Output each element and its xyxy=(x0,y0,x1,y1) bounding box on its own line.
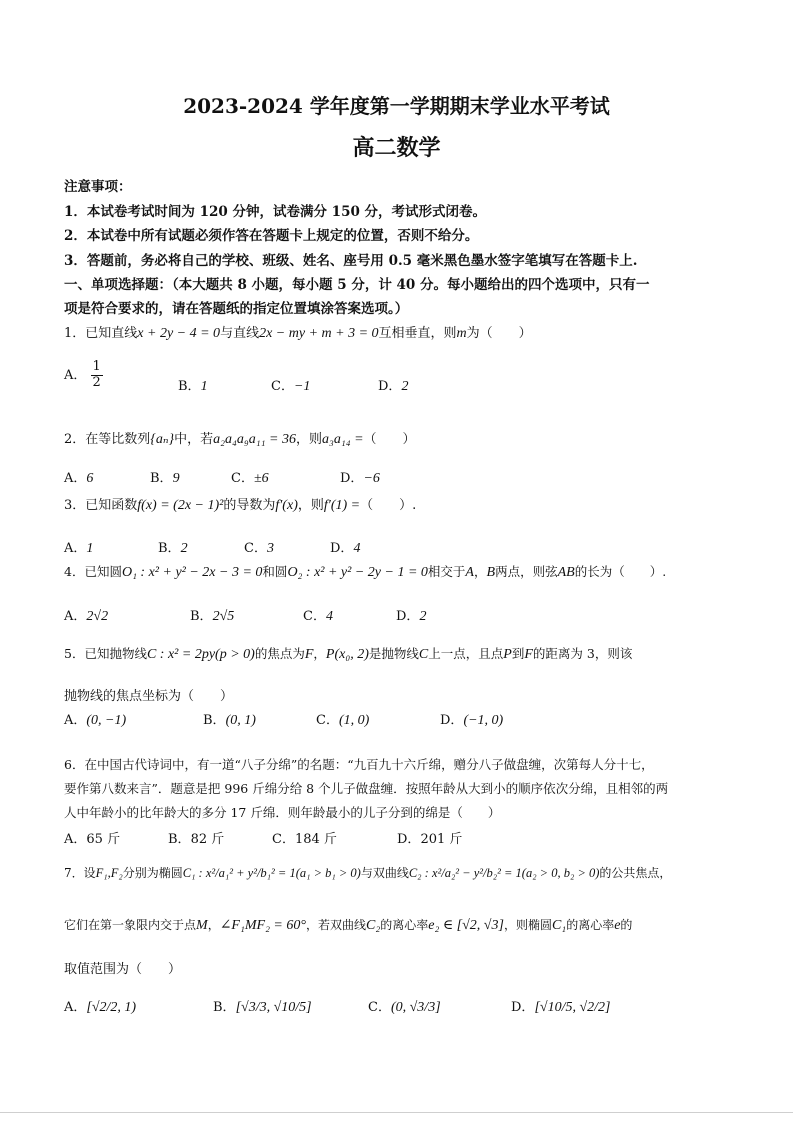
question-6-stem-line-1: 6．在中国古代诗词中，有一道“八子分绵”的名题：“九百九十六斤绵，赠分八子做盘缠，次第每人分十七， xyxy=(64,757,654,772)
question-5-option-a[interactable] xyxy=(64,709,126,729)
question-7-option-d[interactable] xyxy=(511,996,610,1016)
text-segment: 2 xyxy=(92,374,101,390)
text-segment: M xyxy=(196,918,208,933)
text-segment: B． xyxy=(158,541,181,556)
text-segment: C． xyxy=(272,832,295,847)
notice-item-2: 2．本试卷中所有试题必须作答在答题卡上规定的位置，否则不给分。 xyxy=(64,228,479,244)
text-segment: F xyxy=(524,647,533,662)
question-1-option-c[interactable] xyxy=(271,375,310,395)
text-segment: C : x² = 2py(p > 0) xyxy=(146,647,255,662)
question-1-option-a[interactable] xyxy=(64,360,103,391)
text-segment: A． xyxy=(64,471,87,486)
question-3-stem xyxy=(64,494,744,514)
text-segment: B． xyxy=(190,609,213,624)
question-6-option-c[interactable] xyxy=(272,828,337,847)
text-segment: 是抛物线 xyxy=(368,646,419,661)
text-segment: 1 xyxy=(92,359,101,374)
text-segment: 的距离为 3，则该 xyxy=(532,646,633,661)
text-segment: 5．已知抛物线 xyxy=(64,646,147,661)
text-segment: C₂ xyxy=(366,918,381,933)
text-segment: O₁ : x² + y² − 2x − 3 = 0 xyxy=(121,565,263,580)
question-5-option-c[interactable] xyxy=(316,709,369,729)
question-7-option-b[interactable] xyxy=(213,996,312,1016)
text-segment: C₁ : x²/a₁² + y²/b₁² = 1(a₁ > b₁ > 0) xyxy=(182,866,361,880)
text-segment: 两点，则弦 xyxy=(495,564,558,579)
question-6-option-b[interactable] xyxy=(168,828,224,847)
text-segment: 1．已知直线 xyxy=(64,326,138,341)
question-6-stem-line-3: 人中年龄小的比年龄大的多分 17 斤绵．则年龄最小的儿子分到的绵是（ ） xyxy=(64,805,501,820)
text-segment: ， xyxy=(473,564,487,579)
question-2-stem xyxy=(64,428,744,448)
text-segment: 1 xyxy=(86,541,94,556)
text-segment: D． xyxy=(397,832,421,847)
question-4-stem xyxy=(64,562,744,581)
text-segment: 82 斤 xyxy=(190,832,225,847)
text-segment: 上一点，且点 xyxy=(428,646,504,661)
text-segment: f(x) = (2x − 1)² xyxy=(137,498,224,513)
question-6-option-a[interactable] xyxy=(64,828,120,847)
text-segment: f′(x) xyxy=(275,498,298,513)
question-5-stem-line-2: 抛物线的焦点坐标为（ ） xyxy=(64,689,234,704)
section-heading-line-2: 项是符合要求的，请在答题纸的指定位置填涂答案选项。） xyxy=(64,301,409,317)
question-7-stem xyxy=(64,864,744,881)
text-segment: e xyxy=(614,918,621,933)
question-7-stem-line-2 xyxy=(64,916,744,934)
text-segment: a₂a₄a₉a₁₁ = 36 xyxy=(213,432,296,447)
question-4-option-d[interactable] xyxy=(396,605,426,625)
exam-title: 2023-2024 学年度第一学期期末学业水平考试 xyxy=(183,94,610,118)
text-segment: ，则椭圆 xyxy=(503,918,552,932)
text-segment: a₃a₁₄ = xyxy=(321,432,364,447)
text-segment: ， xyxy=(207,918,220,932)
text-segment: 的导数为 xyxy=(223,498,276,513)
text-segment: A． xyxy=(64,609,87,624)
text-segment: ，则 xyxy=(295,432,322,447)
question-1-option-d[interactable] xyxy=(378,375,408,395)
text-segment: 与直线 xyxy=(220,326,260,341)
text-segment: D． xyxy=(511,1000,535,1015)
text-segment: e₂ ∈ [√2, √3] xyxy=(428,918,504,933)
text-segment: 为（ ） xyxy=(466,326,532,341)
text-segment: 互相垂直，则 xyxy=(378,326,457,341)
text-segment: f′(1) = xyxy=(323,498,361,513)
question-1-option-b[interactable] xyxy=(178,375,208,395)
text-segment: ±6 xyxy=(253,471,269,486)
text-segment: 分别为椭圆 xyxy=(122,866,183,880)
text-segment: 201 斤 xyxy=(420,832,463,847)
text-segment: m xyxy=(456,326,467,341)
question-7-option-c[interactable] xyxy=(368,996,441,1016)
question-7-option-a[interactable] xyxy=(64,996,136,1016)
text-segment: 2√2 xyxy=(86,609,109,624)
text-segment: 中，若 xyxy=(174,432,214,447)
text-segment: B． xyxy=(213,1000,236,1015)
text-segment: C． xyxy=(271,379,294,394)
text-segment: P(x₀, 2) xyxy=(325,647,369,662)
question-4-option-a[interactable] xyxy=(64,605,108,625)
text-segment: C₂ : x²/a₂² − y²/b₂² = 1(a₂ > 0, b₂ > 0) xyxy=(408,866,600,880)
question-3-option-b[interactable] xyxy=(158,537,188,557)
text-segment: F₁,F₂ xyxy=(95,866,123,880)
text-segment: P xyxy=(503,647,512,662)
text-segment: C． xyxy=(316,713,339,728)
text-segment: 184 斤 xyxy=(294,832,337,847)
text-segment: D． xyxy=(440,713,464,728)
text-segment: C． xyxy=(244,541,267,556)
question-1-stem xyxy=(64,322,744,342)
text-segment: 65 斤 xyxy=(86,832,121,847)
text-segment: ，若双曲线 xyxy=(305,918,366,932)
question-4-option-b[interactable] xyxy=(190,605,234,625)
text-segment: {aₙ} xyxy=(150,432,175,447)
notice-heading: 注意事项： xyxy=(64,179,132,195)
text-segment: 与双曲线 xyxy=(360,866,409,880)
text-segment: B． xyxy=(178,379,201,394)
text-segment: 它们在第一象限内交于点 xyxy=(64,918,197,932)
question-2-option-d[interactable] xyxy=(340,467,380,487)
text-segment: A． xyxy=(64,1000,87,1015)
question-5-option-d[interactable] xyxy=(440,709,503,729)
text-segment: O₂ : x² + y² − 2y − 1 = 0 xyxy=(287,565,428,580)
text-segment: C． xyxy=(368,1000,391,1015)
text-segment: B． xyxy=(168,832,191,847)
text-segment: C₁ xyxy=(551,918,567,933)
question-2-option-b[interactable] xyxy=(150,467,180,487)
notice-item-1: 1．本试卷考试时间为 120 分钟，试卷满分 150 分，考试形式闭卷。 xyxy=(64,204,487,220)
text-segment: （ ） xyxy=(363,432,416,447)
exam-subtitle: 高二数学 xyxy=(352,135,441,161)
text-segment: 相交于 xyxy=(427,564,466,579)
text-segment: 2 xyxy=(419,609,427,624)
text-segment: 2．在等比数列 xyxy=(64,432,151,447)
text-segment: F xyxy=(304,647,314,662)
text-segment: 3．已知函数 xyxy=(64,498,138,513)
text-segment: ， xyxy=(313,646,326,661)
text-segment: 的离心率 xyxy=(566,918,615,932)
text-segment: [√10/5, √2/2] xyxy=(534,1000,611,1015)
notice-item-3: 3．答题前，务必将自己的学校、班级、姓名、座号用 0.5 毫米黑色墨水签字笔填写在答题卡上. xyxy=(64,253,638,269)
text-segment: D． xyxy=(378,379,402,394)
text-segment: 的离心率 xyxy=(380,918,429,932)
text-segment: (0, 1) xyxy=(225,713,256,728)
question-3-option-c[interactable] xyxy=(244,537,274,557)
text-segment: ，则 xyxy=(297,498,324,513)
text-segment: A． xyxy=(64,832,87,847)
text-segment: B． xyxy=(203,713,226,728)
text-segment: −1 xyxy=(293,379,311,394)
text-segment: 2 xyxy=(401,379,409,394)
text-segment: 6 xyxy=(86,471,94,486)
text-segment: 2√5 xyxy=(212,609,235,624)
text-segment: (0, √3/3] xyxy=(390,1000,441,1015)
section-heading-line-1: 一、单项选择题：（本大题共 8 小题，每小题 5 分，计 40 分。每小题给出的四个选项中，只有一 xyxy=(64,277,650,293)
text-segment: A． xyxy=(64,541,87,556)
text-segment: 3 xyxy=(266,541,274,556)
text-segment: 的 xyxy=(620,918,633,932)
text-segment: x + 2y − 4 = 0 xyxy=(137,326,221,341)
text-segment: A． xyxy=(64,367,87,383)
text-segment: (0, −1) xyxy=(86,713,127,728)
text-segment: D． xyxy=(340,471,364,486)
text-segment: D． xyxy=(330,541,354,556)
text-segment: A xyxy=(465,565,474,580)
question-5-option-b[interactable] xyxy=(203,709,256,729)
text-segment: B xyxy=(486,565,496,580)
text-segment: 7．设 xyxy=(64,866,96,880)
text-segment: 的公共焦点， xyxy=(599,866,672,880)
text-segment: 4 xyxy=(325,609,333,624)
text-segment: 2 xyxy=(180,541,188,556)
text-segment: B． xyxy=(150,471,173,486)
text-segment: 的焦点为 xyxy=(254,646,305,661)
text-segment: （ ）. xyxy=(360,498,417,513)
question-3-option-a[interactable] xyxy=(64,537,93,557)
question-4-option-c[interactable] xyxy=(303,605,333,625)
text-segment: AB xyxy=(557,565,575,580)
text-segment: 1 xyxy=(200,379,208,394)
fraction xyxy=(91,360,103,391)
text-segment: ∠F₁MF₂ = 60° xyxy=(219,918,306,933)
text-segment: C． xyxy=(303,609,326,624)
question-6-stem-line-2: 要作第八数来言”．题意是把 996 斤绵分给 8 个儿子做盘缠．按照年龄从大到小的顺序依次分绵，且相邻的两 xyxy=(64,781,669,796)
text-segment: (1, 0) xyxy=(338,713,370,728)
text-segment: 4．已知圆 xyxy=(64,564,122,579)
question-5-stem xyxy=(64,644,744,663)
page-bottom-rule xyxy=(0,1112,793,1113)
question-2-option-a[interactable] xyxy=(64,467,93,487)
question-6-option-d[interactable] xyxy=(397,828,462,847)
text-segment: (−1, 0) xyxy=(463,713,504,728)
text-segment: A． xyxy=(64,713,87,728)
text-segment: 到 xyxy=(511,646,525,661)
text-segment: [√3/3, √10/5] xyxy=(235,1000,312,1015)
text-segment: C xyxy=(418,647,429,662)
text-segment: C． xyxy=(231,471,254,486)
text-segment: 2x − my + m + 3 = 0 xyxy=(259,326,379,341)
question-3-option-d[interactable] xyxy=(330,537,360,557)
text-segment: 9 xyxy=(172,471,180,486)
question-7-stem-line-3: 取值范围为（ ） xyxy=(64,962,182,977)
text-segment: 和圆 xyxy=(262,564,288,579)
text-segment: [√2/2, 1) xyxy=(86,1000,137,1015)
question-2-option-c[interactable] xyxy=(231,467,269,487)
text-segment: 的长为（ ）. xyxy=(574,564,667,579)
text-segment: −6 xyxy=(363,471,380,486)
text-segment: D． xyxy=(396,609,420,624)
text-segment: 4 xyxy=(353,541,361,556)
